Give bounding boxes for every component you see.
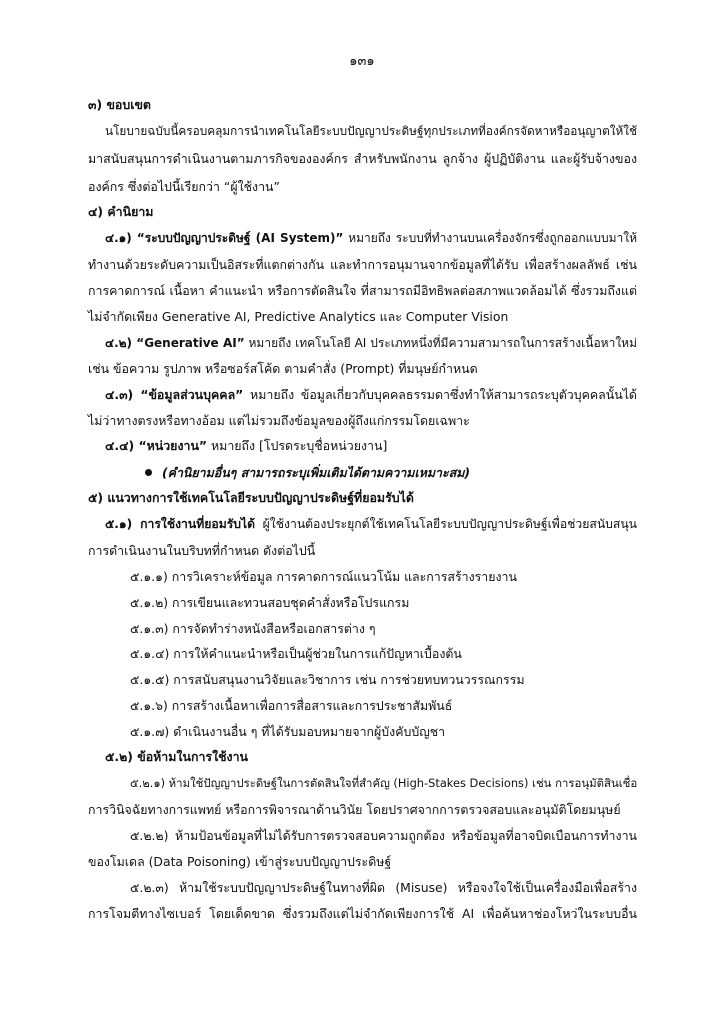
acceptable-use-item: ๕.๑.๖) การสร้างเนื้อหาเพื่อการสื่อสารและการประชาสัมพันธ์ [130, 698, 453, 713]
prohibition-5-2-3-line-1: ๕.๒.๓) ห้ามใช้ระบบปัญญาประดิษฐ์ในทางที่ผิด (Misuse) หรือจงใจใช้เป็นเครื่องมือเพื่อสร้าง [130, 880, 637, 895]
section-3-line-2: มาสนับสนุนการดำเนินงานตามภารกิจขององค์กร สำหรับพนักงาน ลูกจ้าง ผู้ปฏิบัติงาน และผู้รับจ้างของ [88, 151, 637, 166]
section-5-heading: ๕) แนวทางการใช้เทคโนโลยีระบบปัญญาประดิษฐ์ที่ยอมรับได้ [88, 490, 414, 505]
definition-4-3-text: หมายถึง ข้อมูลเกี่ยวกับบุคคลธรรมดาซึ่งทำให้สามารถระบุตัวบุคคลนั้นได้ [243, 387, 637, 402]
section-5-1-term: ๕.๑) การใช้งานที่ยอมรับได้ [105, 517, 256, 531]
section-4-heading: ๔) คำนิยาม [88, 204, 154, 219]
definition-4-3-line-2: ไม่ว่าทางตรงหรือทางอ้อม แต่ไม่รวมถึงข้อมูลของผู้ถึงแก่กรรมโดยเฉพาะ [88, 413, 470, 428]
definition-4-3-line-1 [105, 387, 637, 403]
definition-4-4-term: ๔.๔) “หน่วยงาน” [105, 438, 208, 453]
definition-4-1-line-3: การคาดการณ์ เนื้อหา คำแนะนำ หรือการตัดสินใจ ที่สามารถมีอิทธิพลต่อสภาพแวดล้อมได้ ซึ่งรวมถึงแต่ [88, 283, 637, 298]
acceptable-use-item: ๕.๑.๔) การให้คำแนะนำหรือเป็นผู้ช่วยในการแก้ปัญหาเบื้องต้น [130, 646, 462, 661]
definition-4-1-term: ๔.๑) “ระบบปัญญาประดิษฐ์ (AI System)” [105, 231, 344, 245]
section-3-line-1: นโยบายฉบับนี้ครอบคลุมการนำเทคโนโลยีระบบปัญญาประดิษฐ์ทุกประเภทที่องค์กรจัดหาหรืออนุญาตให้ใช้ [105, 124, 638, 138]
prohibition-5-2-2-line-2: ของโมเดล (Data Poisoning) เข้าสู่ระบบปัญญาประดิษฐ์ [88, 854, 392, 869]
definition-4-1-text: หมายถึง ระบบที่ทำงานบนเครื่องจักรซึ่งถูกออกแบบมาให้ [343, 231, 637, 245]
prohibition-5-2-2-line-1: ๕.๒.๒) ห้ามป้อนข้อมูลที่ไม่ได้รับการตรวจสอบความถูกต้อง หรือข้อมูลที่อาจบิดเบือนการทำงาน [130, 828, 637, 843]
bullet-icon [145, 469, 152, 476]
definition-4-4-line-1 [105, 438, 387, 454]
acceptable-use-item: ๕.๑.๒) การเขียนและทวนสอบชุดคำสั่งหรือโปรแกรม [130, 595, 410, 610]
prohibition-5-2-3-line-2: การโจมตีทางไซเบอร์ โดยเด็ดขาด ซึ่งรวมถึงแต่ไม่จำกัดเพียงการใช้ AI เพื่อค้นหาช่องโหว่ในระบบอื่น [88, 906, 637, 921]
definition-4-2-line-2: เช่น ข้อความ รูปภาพ หรือซอร์สโค้ด ตามคำสั่ง (Prompt) ที่มนุษย์กำหนด [88, 361, 478, 376]
section-3-heading: ๓) ขอบเขต [88, 97, 151, 112]
definition-4-1-line-2: ทำงานด้วยระดับความเป็นอิสระที่แตกต่างกัน และทำการอนุมานจากข้อมูลที่ได้รับ เพื่อสร้างผลลัพธ์ เช่น [88, 257, 637, 272]
prohibition-5-2-1-line-2: การวินิจฉัยทางการแพทย์ หรือการพิจารณาด้านวินัย โดยปราศจากการตรวจสอบและอนุมัติโดยมนุษย์ [88, 802, 621, 817]
section-5-1-line-2: การดำเนินงานในบริบทที่กำหนด ดังต่อไปนี้ [88, 543, 316, 558]
section-5-1-text: ผู้ใช้งานต้องประยุกต์ใช้เทคโนโลยีระบบปัญญาประดิษฐ์เพื่อช่วยสนับสนุน [255, 517, 637, 531]
definitions-note [145, 465, 470, 481]
definitions-note-text: (คำนิยามอื่นๆ สามารถระบุเพิ่มเติมได้ตามความเหมาะสม) [162, 465, 471, 480]
page-number: ๑๓๑ [349, 54, 375, 69]
acceptable-use-item: ๕.๑.๕) การสนับสนุนงานวิจัยและวิชาการ เช่น การช่วยทบทวนวรรณกรรม [130, 672, 525, 687]
definition-4-2-line-1 [105, 335, 637, 351]
acceptable-use-item: ๕.๑.๗) ดำเนินงานอื่น ๆ ที่ได้รับมอบหมายจากผู้บังคับบัญชา [130, 724, 446, 739]
section-3-line-3: องค์กร ซึ่งต่อไปนี้เรียกว่า “ผู้ใช้งาน” [88, 179, 280, 194]
definition-4-1-line-1 [105, 230, 637, 246]
definition-4-1-line-4: ไม่จำกัดเพียง Generative AI, Predictive Analytics และ Computer Vision [88, 309, 509, 324]
prohibition-5-2-1-line-1: ๕.๒.๑) ห้ามใช้ปัญญาประดิษฐ์ในการตัดสินใจที่สำคัญ (High-Stakes Decisions) เช่น การอนุมัติสินเชื่อ [130, 776, 638, 790]
section-5-1-line-1 [105, 516, 637, 532]
definition-4-2-text: หมายถึง เทคโนโลยี AI ประเภทหนึ่งที่มีความสามารถในการสร้างเนื้อหาใหม่ [244, 336, 637, 350]
acceptable-use-item: ๕.๑.๑) การวิเคราะห์ข้อมูล การคาดการณ์แนวโน้ม และการสร้างรายงาน [130, 569, 517, 584]
definition-4-4-text: หมายถึง [โปรดระบุชื่อหน่วยงาน] [207, 438, 388, 453]
definition-4-3-term: ๔.๓) “ข้อมูลส่วนบุคคล” [105, 387, 244, 402]
definition-4-2-term: ๔.๒) “Generative AI” [105, 336, 245, 350]
acceptable-use-item: ๕.๑.๓) การจัดทำร่างหนังสือหรือเอกสารต่าง ๆ [130, 621, 376, 636]
section-5-2-heading: ๕.๒) ข้อห้ามในการใช้งาน [105, 749, 249, 764]
